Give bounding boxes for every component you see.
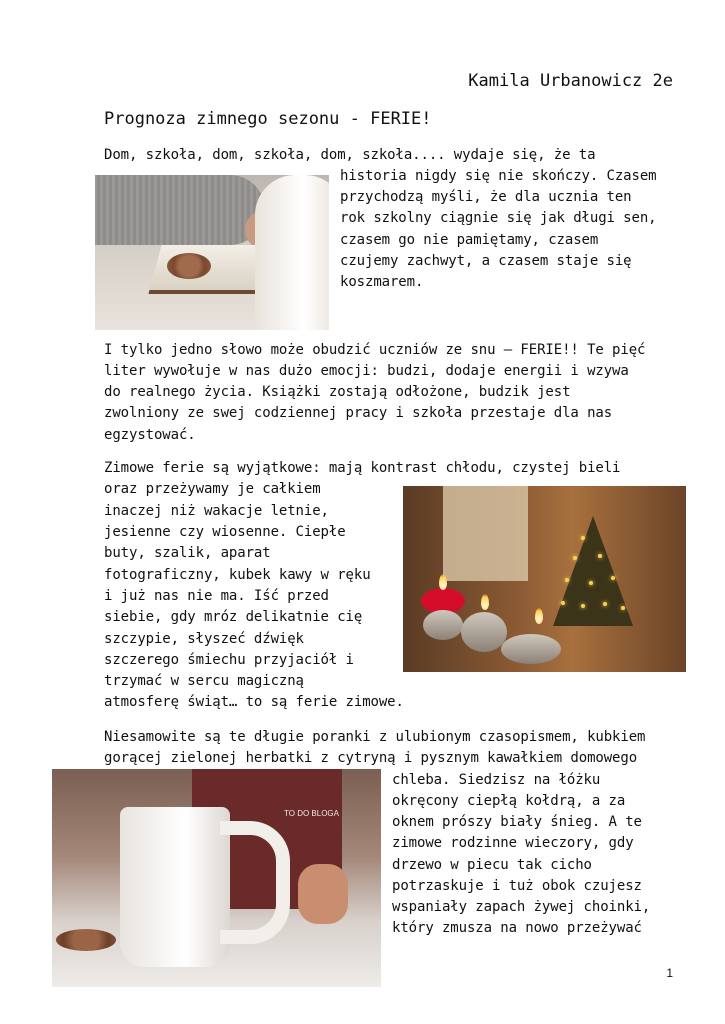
text-line: koszmarem. (340, 274, 424, 290)
text-line: czasem go nie pamiętamy, czasem (340, 232, 599, 248)
text-line: wspaniały zapach żywej choinki, (392, 899, 651, 915)
text-line: historia nigdy się nie skończy. Czasem (340, 168, 657, 184)
text-line: zwolniony ze swej codziennej pracy i szkoła przestaje dla nas (104, 405, 613, 421)
text-line: przychodzą myśli, że dla ucznia ten (340, 189, 632, 205)
text-line: atmosferę świąt… to są ferie zimowe. (104, 694, 404, 710)
text-line: który zmusza na nowo przeżywać (392, 920, 642, 936)
text-line: egzystować. (104, 427, 196, 443)
text-line: fotograficzny, kubek kawy w ręku (104, 567, 371, 583)
text-line: Dom, szkoła, dom, szkoła, dom, szkoła.... wydaje się, że ta (104, 147, 596, 163)
text-line: oraz przeżywamy je całkiem (104, 481, 321, 497)
mug-book-cookie-photo (95, 175, 329, 330)
text-line: gorącej zielonej herbatki z cytryną i pysznym kawałkiem domowego (104, 750, 638, 766)
text-line: okręcony ciepłą kołdrą, a za (392, 793, 626, 809)
text-line: siebie, gdy mróz delikatnie cię (104, 609, 363, 625)
mug-reader-photo (52, 769, 381, 987)
text-line: do realnego życia. Książki zostają odłożone, budzik jest (104, 384, 571, 400)
text-line: rok szkolny ciągnie się jak długi sen, (340, 210, 657, 226)
text-line: i już nas nie ma. Iść przed (104, 588, 329, 604)
text-line: czujemy zachwyt, a czasem staje się (340, 253, 632, 269)
article-title: Prognoza zimnego sezonu - FERIE! (104, 109, 432, 129)
text-line: szczerego śmiechu przyjaciół i (104, 652, 354, 668)
text-line: Zimowe ferie są wyjątkowe: mają kontrast chłodu, czystej bieli (104, 460, 621, 476)
text-line: zimowe rodzinne wieczory, gdy (392, 835, 634, 851)
text-line: szczypie, słyszeć dźwięk (104, 631, 304, 647)
text-line: chleba. Siedzisz na łóżku (392, 772, 601, 788)
photo-book-text: TO DO BLOGA (284, 809, 339, 818)
text-line: potrzaskuje i tuż obok czujesz (392, 878, 642, 894)
author-name: Kamila Urbanowicz 2e (468, 71, 673, 91)
text-line: buty, szalik, aparat (104, 545, 271, 561)
text-line: drzewo w piecu tak cicho (392, 857, 592, 873)
text-line: inaczej niż wakacje letnie, (104, 503, 329, 519)
candles-christmas-tree-photo (403, 486, 686, 672)
text-line: Niesamowite są te długie poranki z ulubionym czasopismem, kubkiem (104, 729, 646, 745)
text-line: liter wywołuje w nas dużo emocji: budzi, dodaje energii i wzywa (104, 363, 629, 379)
text-line: trzymać w sercu magiczną (104, 673, 304, 689)
text-line: I tylko jedno słowo może obudzić uczniów ze snu – FERIE!! Te pięć (104, 342, 646, 358)
text-line: oknem prószy biały śnieg. A te (392, 814, 642, 830)
text-line: jesienne czy wiosenne. Ciepłe (104, 524, 346, 540)
page-number: 1 (666, 966, 673, 980)
